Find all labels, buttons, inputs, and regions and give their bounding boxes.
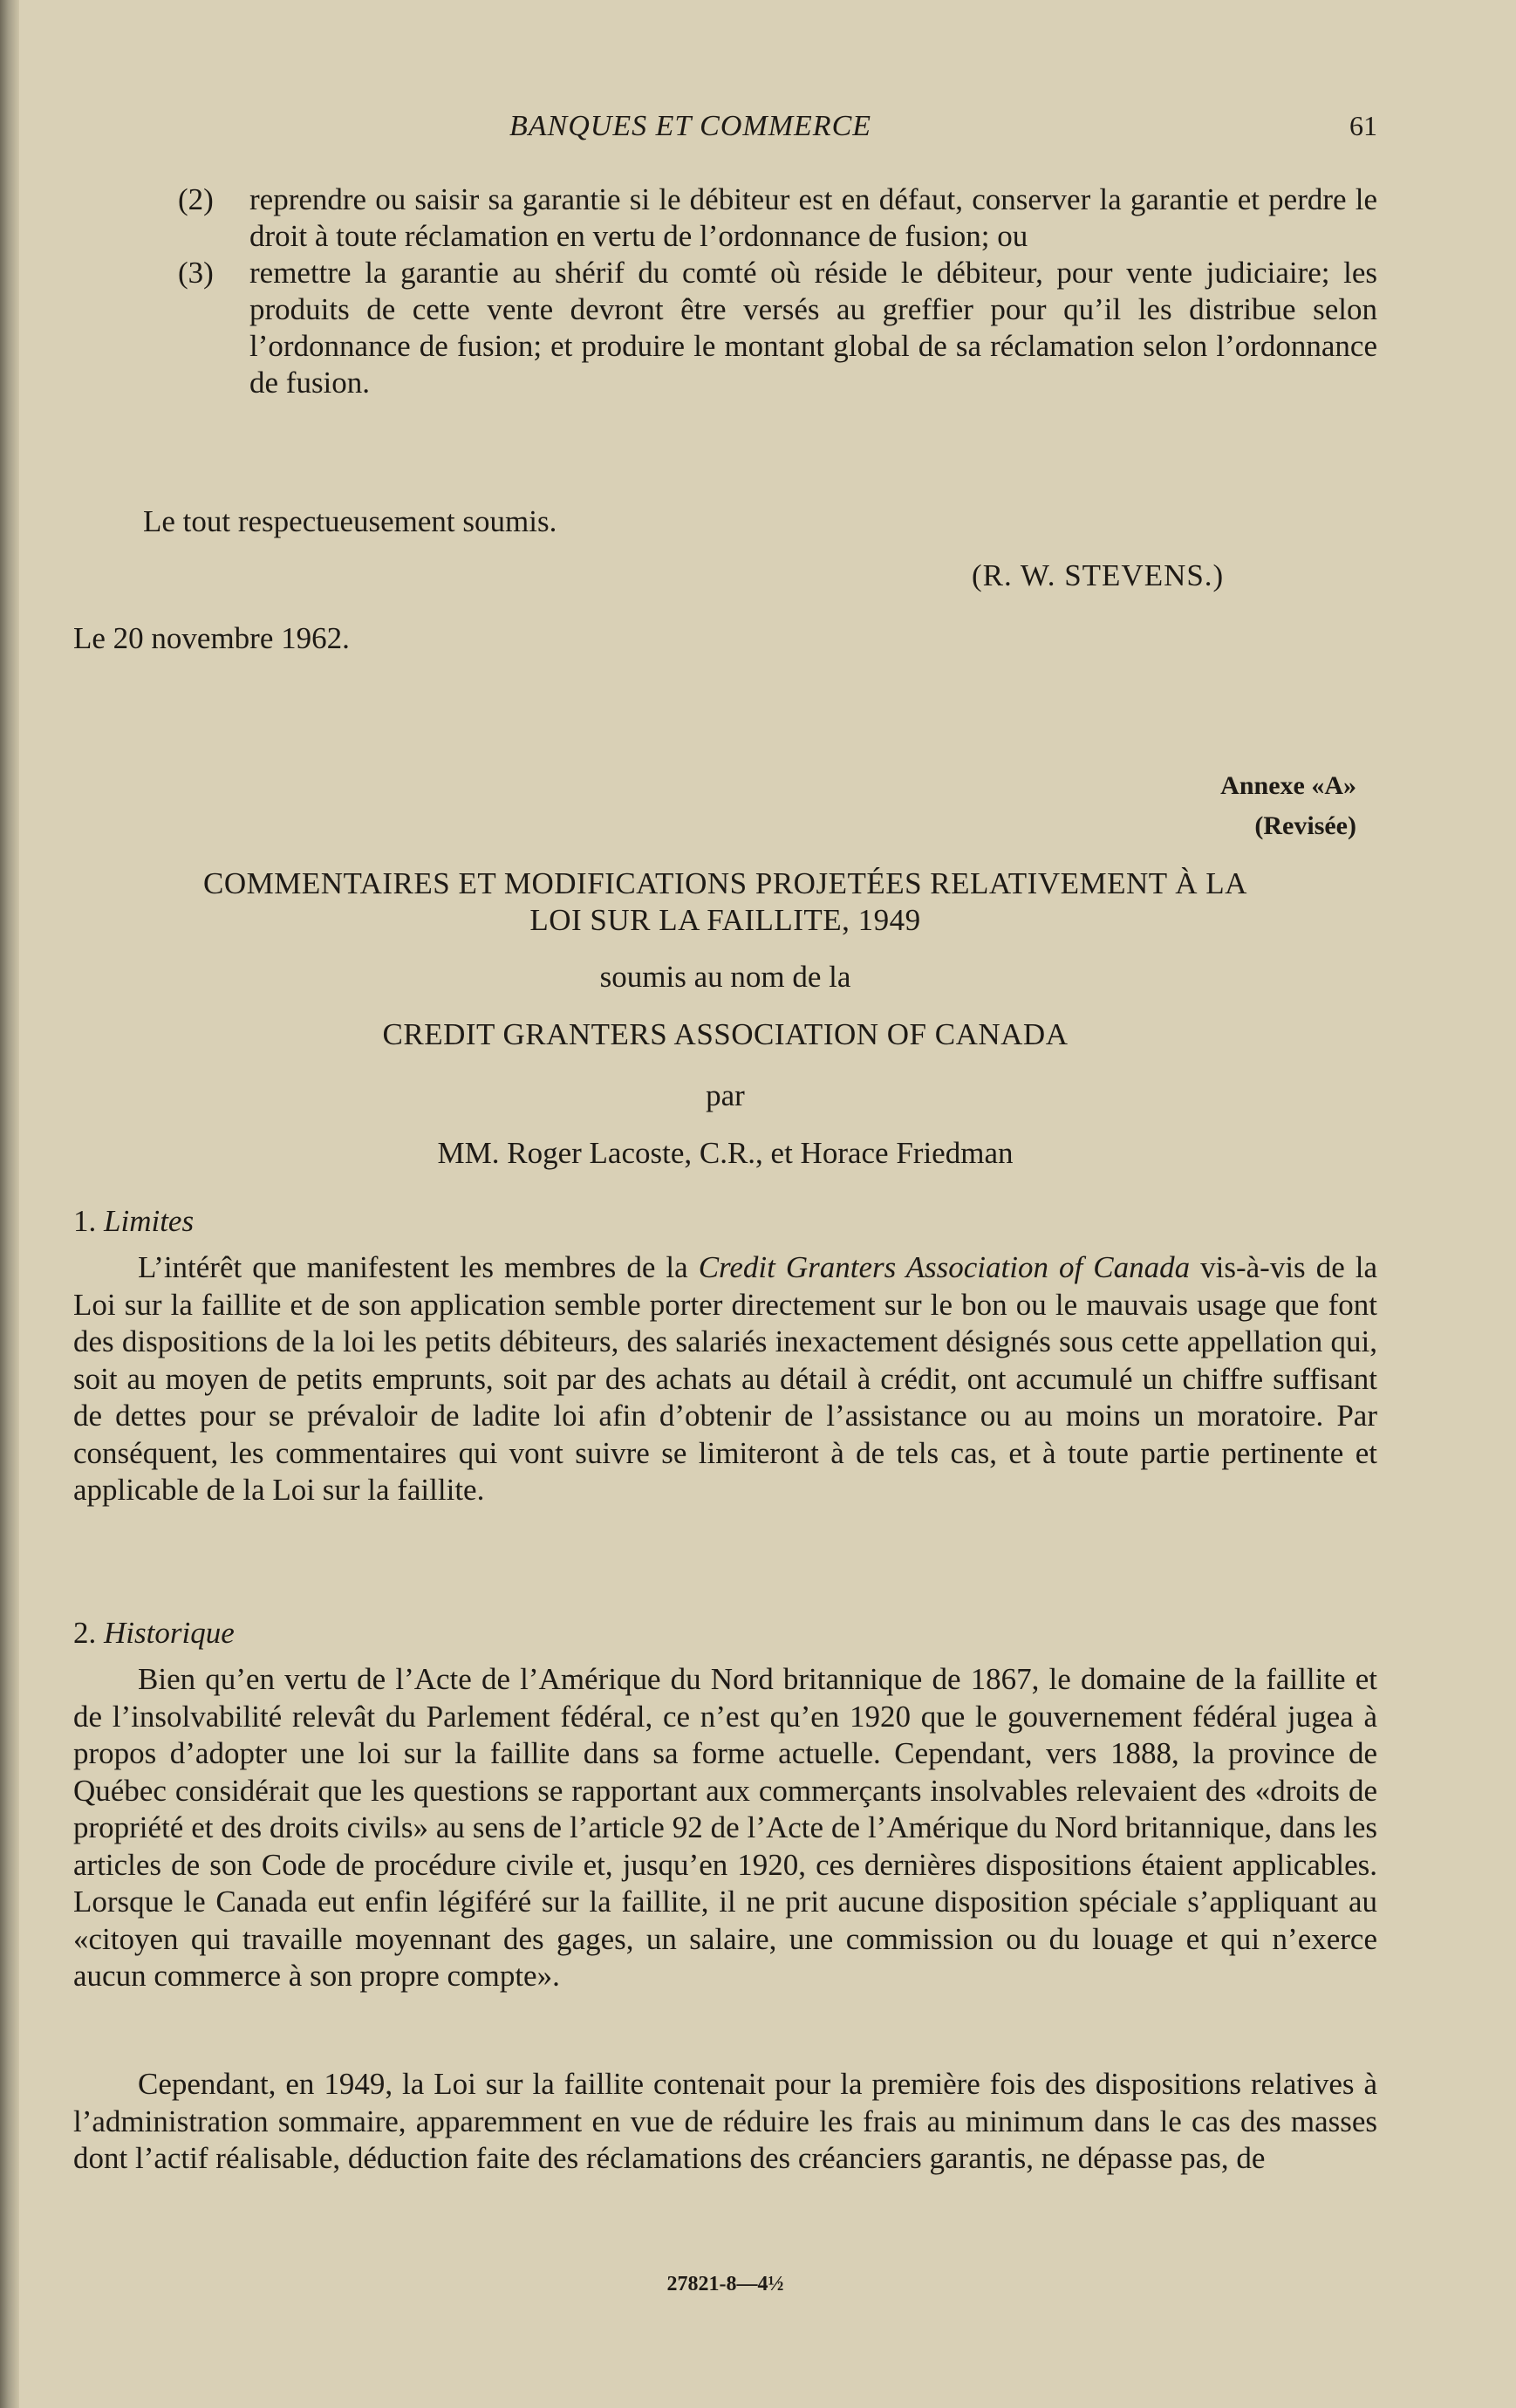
paragraph-historique-2: Cependant, en 1949, la Loi sur la faillite contenait pour la première fois des dispositions relatives à l’administration sommaire, apparemment en vue de réduire les frais au minimum dans le cas des masses dont l’actif réalisable, déduction faite des réclamations des créanciers garantis, ne dépasse pas, de [73, 2067, 1377, 2175]
running-title: BANQUES ET COMMERCE [509, 110, 872, 142]
paragraph-text: L’intérêt que manifestent les membres de la [138, 1250, 699, 1284]
section-title: Limites [104, 1204, 195, 1238]
title-line-1: COMMENTAIRES ET MODIFICATIONS PROJETÉES RELATIVEMENT À LA [203, 866, 1247, 900]
printer-code: 27821-8—4½ [666, 2273, 784, 2295]
section-number: 1. [73, 1204, 97, 1238]
document-page [73, 0, 1377, 2408]
by-line: par [706, 1078, 745, 1112]
authors-line: MM. Roger Lacoste, C.R., et Horace Friedman [437, 1136, 1014, 1170]
list-item-text: remettre la garantie au shérif du comté où réside le débiteur, pour vente judiciaire; les produits de cette vente devront être versés au greffier pour qu’il les distribue selon l’ordonnance de fusion; et produire le montant global de sa réclamation selon l’ordonnance de fusion. [249, 256, 1377, 400]
paragraph-historique-1: Bien qu’en vertu de l’Acte de l’Amérique du Nord britannique de 1867, le domaine de la faillite et de l’insolvabilité relevât du Parlement fédéral, ce n’est qu’en 1920 que le gouvernement fédéral jugea à propos d’adopter une loi sur la faillite dans sa forme actuelle. Cependant, vers 1888, la province de Québec considérait que les questions se rapportant aux commerçants insolvables relevaient des «droits de propriété et des droits civils» au sens de l’article 92 de l’Acte de l’Amérique du Nord britannique, dans les articles de son Code de procédure civile et, jusqu’en 1920, ces dernières dispositions étaient applicables. Lorsque le Canada eut enfin légiféré sur la faillite, il ne prit aucune disposition spéciale s’appliquant au «citoyen qui travaille moyennant des gages, un salaire, une commission ou du louage et qui n’exerce aucun commerce à son propre compte». [73, 1662, 1377, 1993]
paragraph-limites [73, 1249, 1377, 1509]
page-binding-edge [0, 0, 19, 2408]
annex-revised: (Revisée) [1254, 811, 1356, 840]
signature: (R. W. STEVENS.) [972, 558, 1225, 592]
submitted-line: soumis au nom de la [599, 960, 851, 994]
section-title: Historique [104, 1616, 235, 1650]
association-italic: Credit Granters Association of Canada [698, 1250, 1191, 1284]
list-item [178, 181, 1377, 255]
list-item-number: (3) [178, 256, 214, 290]
list-item [178, 255, 1377, 401]
annex-label [1220, 766, 1356, 846]
page-number: 61 [1349, 110, 1377, 141]
closing-line: Le tout respectueusement soumis. [143, 504, 557, 538]
annex-title: Annexe «A» [1220, 771, 1356, 800]
paragraph-text: vis-à-vis de la Loi sur la faillite et de son application semble porter directement sur le bon ou le mauvais usage que font des dispositions de la loi les petits débiteurs, des salariés inexactement désignés sous cette appellation qui, soit au moyen de petits emprunts, soit par des achats au détail à crédit, ont accumulé un chiffre suffisant de dettes pour se prévaloir de ladite loi afin d’obtenir de l’assistance ou au moins un moratoire. Par conséquent, les commentaires qui vont suivre se limiteront à de tels cas, et à toute partie pertinente et applicable de la Loi sur la faillite. [73, 1250, 1378, 1507]
section-heading-limites [73, 1204, 194, 1239]
section-heading-historique [73, 1616, 235, 1651]
numbered-list [178, 181, 1377, 401]
title-line-2: LOI SUR LA FAILLITE, 1949 [529, 903, 921, 937]
association-name: CREDIT GRANTERS ASSOCIATION OF CANADA [382, 1017, 1069, 1051]
date-line: Le 20 novembre 1962. [73, 621, 350, 655]
document-title [73, 865, 1377, 939]
list-item-number: (2) [178, 182, 214, 216]
page-header [73, 110, 1377, 154]
section-number: 2. [73, 1616, 97, 1650]
list-item-text: reprendre ou saisir sa garantie si le débiteur est en défaut, conserver la garantie et perdre le droit à toute réclamation en vertu de l’ordonnance de fusion; ou [249, 182, 1377, 253]
